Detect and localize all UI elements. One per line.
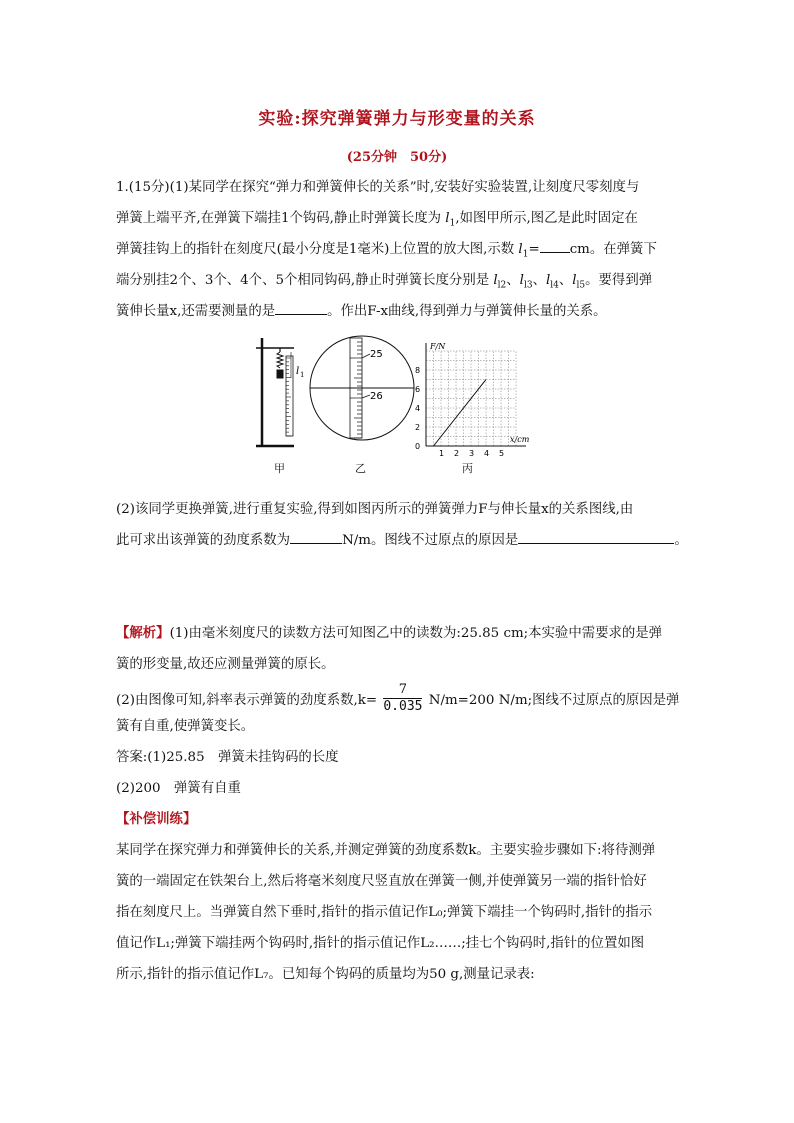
var-l1-b-sub: 1 xyxy=(522,249,529,260)
q1-line-4-a: 端分别挂2个、3个、4个、5个相同钩码,静止时弹簧长度分别是 xyxy=(116,273,494,288)
var-l1-b: l xyxy=(518,242,523,257)
q1-line-2-a: 弹簧上端平齐,在弹簧下端挂1个钩码,静止时弹簧长度为 xyxy=(116,211,446,226)
chart-x-tick: 5 xyxy=(499,449,505,458)
supplement-line-1: 某同学在探究弹力和弹簧伸长的关系,并测定弹簧的劲度系数k。主要实验步骤如下:将待测弹 xyxy=(116,843,656,858)
answer-blank-measure[interactable] xyxy=(275,302,327,315)
figure-label-bing: 丙 xyxy=(462,462,473,475)
q1-line-3-b: = xyxy=(528,242,540,257)
chart-y-tick: 4 xyxy=(415,404,421,413)
chart-y-tick: 8 xyxy=(415,366,421,375)
supplement-line-4: 值记作L₁;弹簧下端挂两个钩码时,指针的指示值记作L₂……;挂七个钩码时,指针的位置如图 xyxy=(116,936,645,951)
chart-x-tick: 1 xyxy=(439,449,445,458)
analysis-text-1: (1)由毫米刻度尺的读数方法可知图乙中的读数为:25.85 cm;本实验中需要求的是弹 xyxy=(169,626,663,641)
chart-y-tick: 2 xyxy=(415,423,421,432)
figure-bing-chart xyxy=(415,342,530,458)
q1-line-3-c: cm。在弹簧下 xyxy=(569,242,657,257)
analysis-tag: 【解析】 xyxy=(116,625,170,641)
q1-part2-line-2-b: N/m。图线不过原点的原因是 xyxy=(342,533,519,548)
q1-line-2 xyxy=(116,207,638,229)
var-l4: l4 xyxy=(550,280,559,291)
q1-line-5 xyxy=(116,300,607,319)
page-title: 实验:探究弹簧弹力与形变量的关系 xyxy=(258,109,536,129)
supplement-line-2: 簧的一端固定在铁架台上,然后将毫米刻度尺竖直放在弹簧一侧,并使弹簧另一端的指针恰好 xyxy=(116,874,647,889)
var-l5: l5 xyxy=(576,280,586,291)
analysis-line-4: 簧有自重,使弹簧变长。 xyxy=(116,719,255,734)
answer-blank-l1[interactable] xyxy=(540,240,570,253)
q1-line-4: 端分别挂2个、3个、4个、5个相同钩码,静止时弹簧长度分别是 $l_{l2}$、$l_{l3}$、$l_{l4}$、$l_{l5}$。要得到弹 xyxy=(116,273,653,291)
supplement-line-5: 所示,指针的指示值记作L₇。已知每个钩码的质量均为50 g,测量记录表: xyxy=(116,967,535,982)
analysis-line-3 xyxy=(116,684,679,717)
fraction-numerator: 7 xyxy=(383,682,422,699)
analysis-line-1 xyxy=(116,622,662,641)
chart-y-tick: 0 xyxy=(415,442,421,451)
chart-x-tick: 3 xyxy=(469,449,475,458)
answer-line-2: (2)200 弹簧有自重 xyxy=(116,781,241,796)
var-l2: l2 xyxy=(497,280,507,291)
var-l1: l xyxy=(445,211,450,226)
analysis-text-3a: (2)由图像可知,斜率表示弹簧的劲度系数,k= xyxy=(116,693,378,708)
fraction-denominator: 0.035 xyxy=(383,699,423,714)
fraction xyxy=(383,682,422,715)
page-subtitle: (25分钟 50分) xyxy=(346,150,448,165)
q1-line-4-b: 。要得到弹 xyxy=(585,273,653,288)
chart-x-tick: 2 xyxy=(454,449,460,458)
q1-part2-line-2 xyxy=(116,529,688,548)
supplement-tag: 【补偿训练】 xyxy=(116,811,197,827)
q1-part2-line-1: (2)该同学更换弹簧,进行重复实验,得到如图丙所示的弹簧弹力F与伸长量x的关系图线,由 xyxy=(116,502,634,517)
q1-part2-line-2-c: 。 xyxy=(674,533,688,548)
q1-part2-line-2-a: 此可求出该弹簧的劲度系数为 xyxy=(116,533,291,548)
chart-y-tick: 6 xyxy=(415,385,421,394)
figure-yi-magnifier xyxy=(310,336,414,440)
ruler-tick-26: 26 xyxy=(370,391,383,402)
q1-line-5-b: 。作出F-x曲线,得到弹力与弹簧伸长量的关系。 xyxy=(327,304,607,319)
figure-label-jia: 甲 xyxy=(274,462,285,475)
answer-blank-k[interactable] xyxy=(290,531,342,544)
l1-label: l xyxy=(296,366,300,377)
chart-x-label: x/cm xyxy=(510,435,530,444)
answer-line-1: 答案:(1)25.85 弹簧未挂钩码的长度 xyxy=(116,750,339,765)
analysis-line-2: 簧的形变量,故还应测量弹簧的原长。 xyxy=(116,657,335,672)
q1-line-3-a: 弹簧挂钩上的指针在刻度尺(最小分度是1毫米)上位置的放大图,示数 xyxy=(116,242,519,257)
figure-label-yi: 乙 xyxy=(355,462,366,475)
q1-line-1: 1.(15分)(1)某同学在探究“弹力和弹簧伸长的关系”时,安装好实验装置,让刻度尺零刻度与 xyxy=(116,180,640,195)
chart-x-tick: 4 xyxy=(484,449,490,458)
q1-line-3 xyxy=(116,238,657,260)
var-l1-sub: 1 xyxy=(449,218,456,229)
ruler-tick-25: 25 xyxy=(370,349,383,360)
var-l3: l3 xyxy=(523,280,533,291)
chart-series-line xyxy=(434,380,487,447)
experiment-figure xyxy=(250,334,550,474)
figure-jia-stand xyxy=(256,338,294,446)
chart-y-label: F/N xyxy=(430,342,446,351)
analysis-text-3b: N/m=200 N/m;图线不过原点的原因是弹 xyxy=(428,693,680,708)
answer-blank-reason[interactable] xyxy=(518,531,674,544)
supplement-line-3: 指在刻度尺上。当弹簧自然下垂时,指针的指示值记作L₀;弹簧下端挂一个钩码时,指针的指示 xyxy=(116,905,653,920)
q1-line-2-b: ,如图甲所示,图乙是此时固定在 xyxy=(455,211,638,226)
q1-line-5-a: 簧伸长量x,还需要测量的是 xyxy=(116,304,276,319)
l1-sub: 1 xyxy=(300,371,305,379)
